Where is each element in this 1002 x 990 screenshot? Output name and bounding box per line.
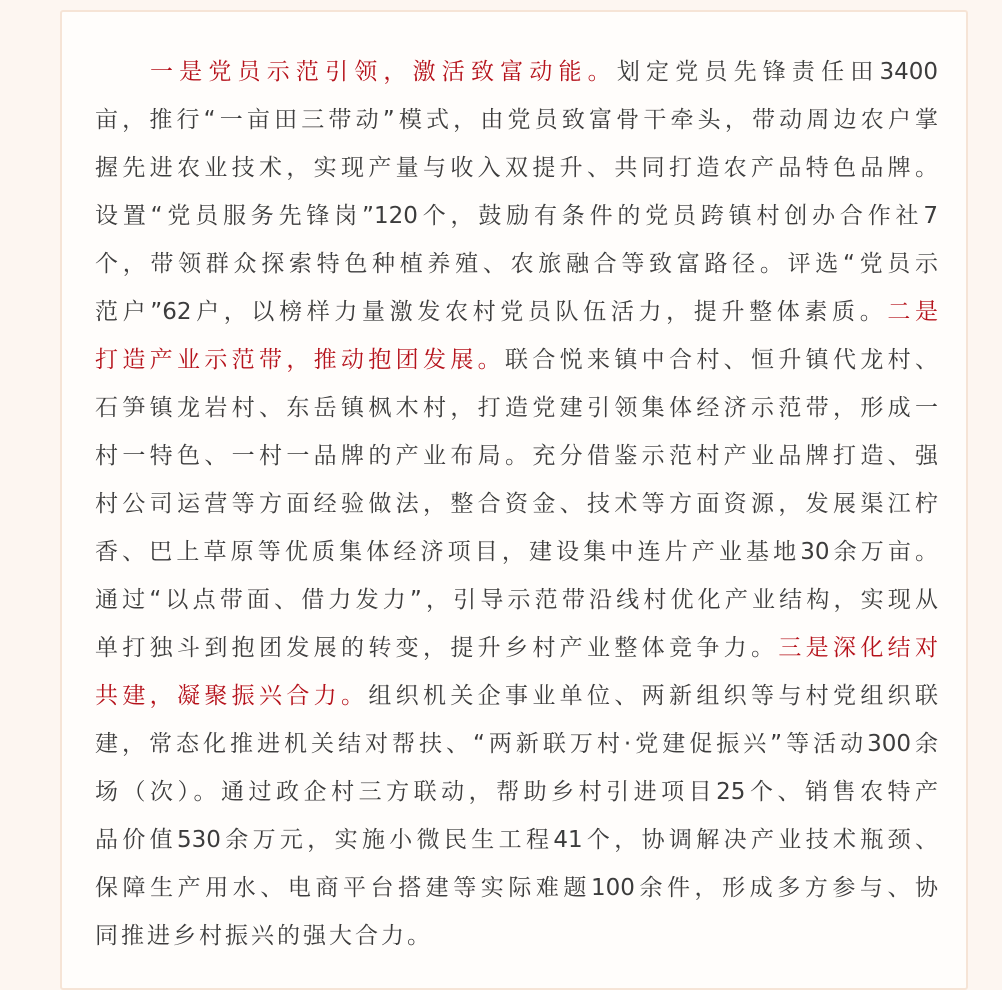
body-text: 范户”62户，以榜样力量激发农村党员队伍活力，提升整体素质。 bbox=[95, 299, 888, 325]
text-line bbox=[95, 384, 938, 432]
text-line bbox=[95, 288, 938, 336]
body-text: 建，常态化推进机关结对帮扶、“两新联万村·党建促振兴”等活动300余 bbox=[95, 731, 938, 757]
text-line bbox=[95, 336, 938, 384]
article-body bbox=[95, 48, 938, 960]
body-text: 村一特色、一村一品牌的产业布局。充分借鉴示范村产业品牌打造、强 bbox=[95, 443, 938, 469]
body-text: 个，带领群众探索特色种植养殖、农旅融合等致富路径。评选“党员示 bbox=[95, 251, 938, 277]
body-text: 保障生产用水、电商平台搭建等实际难题100余件，形成多方参与、协 bbox=[95, 875, 938, 901]
text-line bbox=[95, 624, 938, 672]
body-text: 石笋镇龙岩村、东岳镇枫木村，打造党建引领集体经济示范带，形成一 bbox=[95, 395, 938, 421]
body-text: 香、巴上草原等优质集体经济项目，建设集中连片产业基地30余万亩。 bbox=[95, 539, 938, 565]
highlight-heading: 共建，凝聚振兴合力。 bbox=[95, 683, 369, 709]
body-text: 村公司运营等方面经验做法，整合资金、技术等方面资源，发展渠江柠 bbox=[95, 491, 938, 517]
body-text: 握先进农业技术，实现产量与收入双提升、共同打造农产品特色品牌。 bbox=[95, 155, 938, 181]
body-text: 场（次）。通过政企村三方联动，帮助乡村引进项目25个、销售农特产 bbox=[95, 779, 938, 805]
text-line bbox=[95, 432, 938, 480]
body-text: 划定党员先锋责任田3400 bbox=[616, 59, 938, 85]
body-text: 同推进乡村振兴的强大合力。 bbox=[95, 923, 433, 949]
body-text: 组织机关企事业单位、两新组织等与村党组织联 bbox=[368, 683, 938, 709]
highlight-heading: 三是深化结对 bbox=[778, 635, 938, 661]
highlight-heading: 打造产业示范带，推动抱团发展。 bbox=[95, 347, 505, 373]
text-line bbox=[95, 720, 938, 768]
text-line bbox=[95, 96, 938, 144]
highlight-heading: 一是党员示范引领，激活致富动能。 bbox=[150, 59, 617, 85]
text-line bbox=[95, 528, 938, 576]
highlight-heading: 二是 bbox=[887, 299, 938, 325]
body-text: 通过“以点带面、借力发力”，引导示范带沿线村优化产业结构，实现从 bbox=[95, 587, 938, 613]
text-line bbox=[95, 768, 938, 816]
text-line bbox=[95, 576, 938, 624]
body-text: 亩，推行“一亩田三带动”模式，由党员致富骨干牵头，带动周边农户掌 bbox=[95, 107, 938, 133]
text-line bbox=[95, 816, 938, 864]
body-text: 品价值530余万元，实施小微民生工程41个，协调解决产业技术瓶颈、 bbox=[95, 827, 938, 853]
body-text: 单打独斗到抱团发展的转变，提升乡村产业整体竞争力。 bbox=[95, 635, 779, 661]
text-line bbox=[95, 912, 938, 960]
body-text: 联合悦来镇中合村、恒升镇代龙村、 bbox=[505, 347, 938, 373]
text-line bbox=[95, 480, 938, 528]
text-line bbox=[95, 192, 938, 240]
text-line bbox=[95, 48, 938, 96]
text-line bbox=[95, 672, 938, 720]
body-text: 设置“党员服务先锋岗”120个，鼓励有条件的党员跨镇村创办合作社7 bbox=[95, 203, 938, 229]
text-line bbox=[95, 240, 938, 288]
text-line bbox=[95, 144, 938, 192]
text-line bbox=[95, 864, 938, 912]
